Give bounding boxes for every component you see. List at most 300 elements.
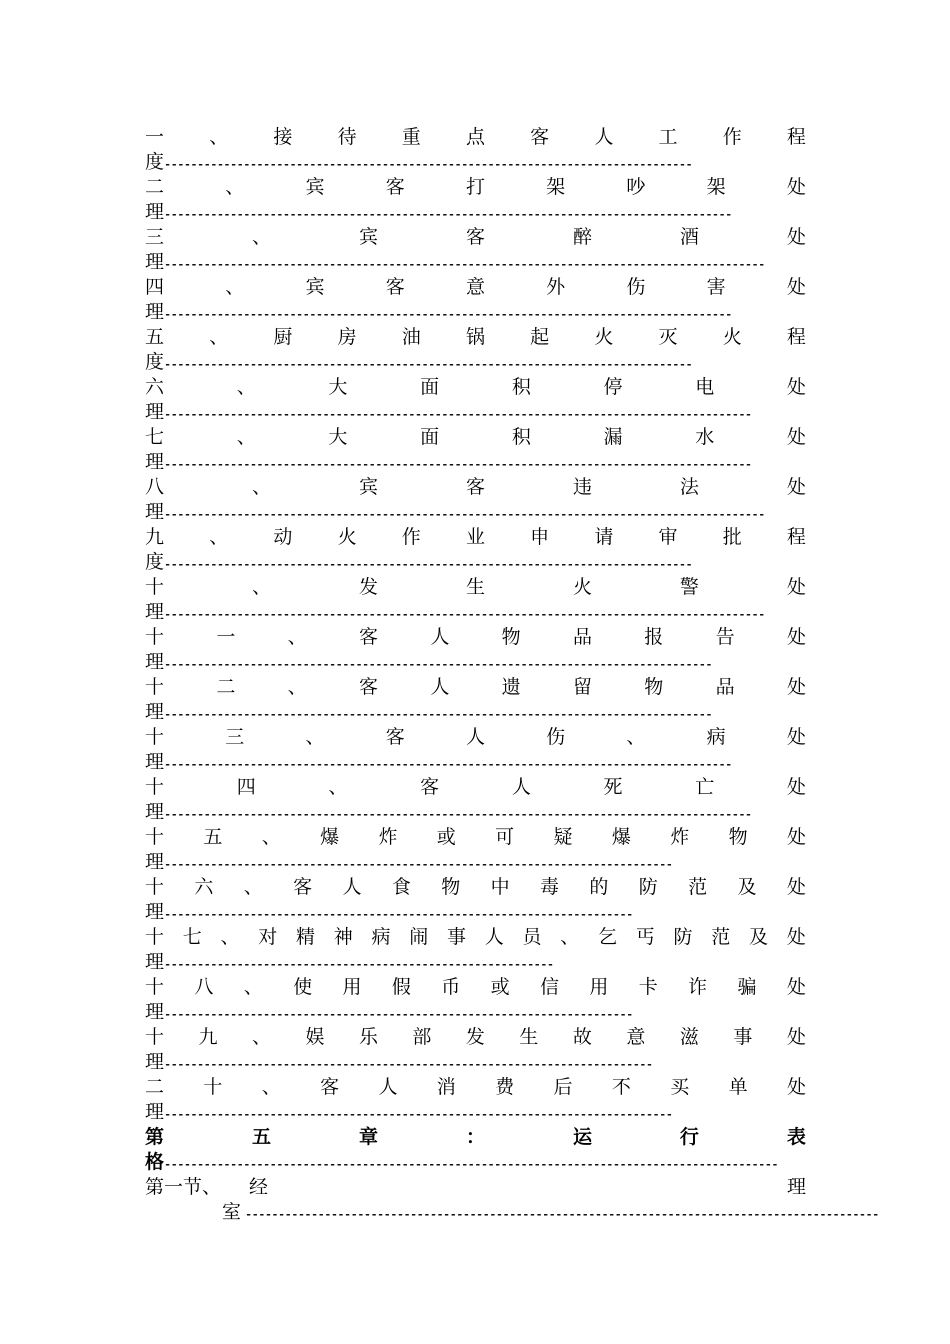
toc-entry[interactable] xyxy=(145,475,806,525)
title-char: 人 xyxy=(378,1076,398,1098)
section-label: 第一节、 xyxy=(145,1176,222,1198)
title-char: 违 xyxy=(572,476,592,498)
title-char: 酒 xyxy=(679,226,699,248)
entry-leader-line xyxy=(145,1100,806,1125)
title-char: ： xyxy=(465,1126,485,1148)
title-char: 审 xyxy=(658,526,678,548)
title-last-char: 理 xyxy=(145,201,165,223)
title-char: 二 xyxy=(145,1076,165,1098)
title-char: 十 xyxy=(145,926,165,948)
entry-title-line xyxy=(145,775,806,800)
entry-title-line xyxy=(145,1025,806,1050)
entry-leader-line xyxy=(145,700,806,725)
title-char: 停 xyxy=(603,376,623,398)
title-last-char: 理 xyxy=(145,1051,165,1073)
title-char: 动 xyxy=(273,526,293,548)
title-char: 物 xyxy=(728,826,748,848)
title-char: 、 xyxy=(261,826,281,848)
entry-leader-line xyxy=(145,800,806,825)
title-char: 外 xyxy=(546,276,566,298)
title-char: 客 xyxy=(358,626,378,648)
title-char: 处 xyxy=(786,876,806,898)
title-char: 处 xyxy=(786,576,806,598)
title-char: 十 xyxy=(145,576,165,598)
title-char: 处 xyxy=(786,826,806,848)
title-last-char: 格 xyxy=(145,1151,165,1173)
title-char: 发 xyxy=(465,1026,485,1048)
title-char: 警 xyxy=(679,576,699,598)
entry-leader-line xyxy=(145,150,806,175)
title-char: 客 xyxy=(320,1076,340,1098)
toc-entry[interactable] xyxy=(145,575,806,625)
title-char: 毒 xyxy=(540,876,560,898)
title-char: 程 xyxy=(786,326,806,348)
title-char: 、 xyxy=(287,626,307,648)
title-char: 乐 xyxy=(358,1026,378,1048)
toc-entry[interactable] xyxy=(145,175,806,225)
toc-entry[interactable] xyxy=(145,875,806,925)
title-char: 客 xyxy=(385,176,405,198)
title-char: 处 xyxy=(786,976,806,998)
entry-title-line xyxy=(145,475,806,500)
title-char: 人 xyxy=(594,126,614,148)
toc-entry[interactable] xyxy=(145,975,806,1025)
title-last-char: 理 xyxy=(145,751,165,773)
title-char: 处 xyxy=(786,176,806,198)
title-char: 锅 xyxy=(465,326,485,348)
title-last-char: 度 xyxy=(145,151,165,173)
entry-title-line xyxy=(145,525,806,550)
dot-leader: ----------------------------------------------------------------------------------------- xyxy=(164,808,752,822)
title-char: 、 xyxy=(251,226,271,248)
title-char: 骗 xyxy=(737,976,757,998)
title-char: 、 xyxy=(236,376,256,398)
title-char: 客 xyxy=(530,126,550,148)
entry-leader-line xyxy=(145,300,806,325)
entry-leader-line xyxy=(145,750,806,775)
title-char: 生 xyxy=(465,576,485,598)
title-char: 客 xyxy=(465,226,485,248)
title-char: 七 xyxy=(145,426,165,448)
toc-entry[interactable] xyxy=(145,775,806,825)
title-char: 炸 xyxy=(670,826,690,848)
title-char: 处 xyxy=(786,476,806,498)
title-char: 人 xyxy=(484,926,504,948)
title-char: 八 xyxy=(145,476,165,498)
title-char: 人 xyxy=(430,676,450,698)
title-char: 的 xyxy=(589,876,609,898)
title-char: 待 xyxy=(337,126,357,148)
title-char: 处 xyxy=(786,676,806,698)
title-char: 病 xyxy=(706,726,726,748)
title-char: 宾 xyxy=(305,176,325,198)
title-char: 亡 xyxy=(695,776,715,798)
title-char: 食 xyxy=(391,876,411,898)
title-char: 客 xyxy=(385,726,405,748)
title-char: 卡 xyxy=(638,976,658,998)
title-char: 炸 xyxy=(378,826,398,848)
title-char: 或 xyxy=(436,826,456,848)
toc-entry[interactable] xyxy=(145,925,806,975)
dot-leader: ----------------------------------------------------------------------------------- xyxy=(164,658,712,672)
title-char: 报 xyxy=(644,626,664,648)
title-char: 申 xyxy=(530,526,550,548)
entry-leader-line xyxy=(145,950,806,975)
entry-title-line xyxy=(145,225,806,250)
title-char: 宾 xyxy=(305,276,325,298)
title-char: 十 xyxy=(203,1076,223,1098)
entry-title-line xyxy=(145,1125,806,1150)
title-char: 人 xyxy=(430,626,450,648)
entry-leader-line xyxy=(145,250,806,275)
title-char: 、 xyxy=(251,476,271,498)
dot-leader: ------------------------------------------------------------------------------------------- xyxy=(164,608,765,622)
title-char: 理 xyxy=(786,1176,806,1198)
title-char: 架 xyxy=(546,176,566,198)
title-char: 防 xyxy=(673,926,693,948)
title-char: 发 xyxy=(358,576,378,598)
title-char: 油 xyxy=(401,326,421,348)
title-char: 诈 xyxy=(688,976,708,998)
title-last-char: 理 xyxy=(145,601,165,623)
title-char: 五 xyxy=(251,1126,271,1148)
title-char: 、 xyxy=(305,726,325,748)
title-char: 十 xyxy=(145,726,165,748)
title-char: 、 xyxy=(243,976,263,998)
title-char: 重 xyxy=(401,126,421,148)
title-char: 水 xyxy=(695,426,715,448)
title-char: 范 xyxy=(711,926,731,948)
title-char: 处 xyxy=(786,226,806,248)
title-char: 单 xyxy=(728,1076,748,1098)
entry-leader-line xyxy=(145,1200,879,1225)
title-char: 、 xyxy=(209,126,229,148)
title-char: 、 xyxy=(225,176,245,198)
dot-leader: -------------------------------------------------------------------------------------- xyxy=(164,758,732,772)
title-char: 厨 xyxy=(273,326,293,348)
title-char: 可 xyxy=(495,826,515,848)
entry-leader-line xyxy=(145,400,806,425)
title-char: 三 xyxy=(225,726,245,748)
title-char: 房 xyxy=(337,326,357,348)
title-char: 品 xyxy=(715,676,735,698)
title-char: 、 xyxy=(261,1076,281,1098)
title-last-char: 室 xyxy=(222,1201,242,1223)
title-char: 人 xyxy=(342,876,362,898)
entry-leader-line xyxy=(145,350,806,375)
title-char: 客 xyxy=(420,776,440,798)
title-char: 用 xyxy=(589,976,609,998)
dot-leader: ----------------------------------------------------------------------------- xyxy=(164,858,673,872)
entry-title-line xyxy=(145,875,806,900)
title-char: 物 xyxy=(441,876,461,898)
title-char: 费 xyxy=(495,1076,515,1098)
title-char: 九 xyxy=(198,1026,218,1048)
toc-entry[interactable] xyxy=(145,275,806,325)
title-char: 遗 xyxy=(501,676,521,698)
title-char: 爆 xyxy=(320,826,340,848)
title-char: 火 xyxy=(722,326,742,348)
title-char: 请 xyxy=(594,526,614,548)
dot-leader: ----------------------------------------------------------- xyxy=(164,958,554,972)
title-char: 运 xyxy=(572,1126,592,1148)
title-char: 吵 xyxy=(626,176,646,198)
title-char: 二 xyxy=(145,176,165,198)
toc-section[interactable] xyxy=(145,1175,879,1225)
entry-title-line xyxy=(145,575,806,600)
title-char: 意 xyxy=(626,1026,646,1048)
entry-title-line xyxy=(145,175,806,200)
title-char: 人 xyxy=(465,726,485,748)
title-char: 四 xyxy=(145,276,165,298)
title-char: 生 xyxy=(519,1026,539,1048)
title-char: 死 xyxy=(603,776,623,798)
entry-leader-line xyxy=(145,1000,806,1025)
title-char: 九 xyxy=(145,526,165,548)
entry-leader-line xyxy=(145,450,806,475)
title-char: 假 xyxy=(391,976,411,998)
toc-entry[interactable] xyxy=(145,125,806,175)
dot-leader: -------------------------------------------------------------------------------------- xyxy=(164,208,732,222)
entry-title-line xyxy=(145,275,806,300)
entry-leader-line xyxy=(145,1150,806,1175)
title-char: 处 xyxy=(786,276,806,298)
title-last-char: 度 xyxy=(145,351,165,373)
entry-title-line xyxy=(145,1175,806,1200)
title-char: 、 xyxy=(209,326,229,348)
title-char: 中 xyxy=(490,876,510,898)
title-char: 处 xyxy=(786,1076,806,1098)
dot-leader: ----------------------------------------------------------------------------------------- xyxy=(164,408,752,422)
title-char: 行 xyxy=(679,1126,699,1148)
entry-title-line xyxy=(145,125,806,150)
title-char: 十 xyxy=(145,826,165,848)
entry-leader-line xyxy=(145,600,806,625)
dot-leader: ----------------------------------------------------------------------------------- xyxy=(164,708,712,722)
title-last-char: 理 xyxy=(145,401,165,423)
dot-leader: ------------------------------------------------------------------------------------------- xyxy=(164,508,765,522)
title-char: 人 xyxy=(511,776,531,798)
dot-leader: -------------------------------------------------------------------------------- xyxy=(164,158,693,172)
toc-entry[interactable] xyxy=(145,675,806,725)
entry-title-line xyxy=(145,825,806,850)
dot-leader: ----------------------------------------------------------------------- xyxy=(164,908,633,922)
title-char: 批 xyxy=(722,526,742,548)
title-char: 灭 xyxy=(658,326,678,348)
title-char: 、 xyxy=(220,926,240,948)
title-char: 部 xyxy=(412,1026,432,1048)
toc-entry[interactable] xyxy=(145,325,806,375)
dot-leader: ----------------------------------------------------------------------------- xyxy=(164,1108,673,1122)
title-last-char: 理 xyxy=(145,901,165,923)
title-char: 十 xyxy=(145,876,165,898)
title-char: 用 xyxy=(342,976,362,998)
toc-entry[interactable] xyxy=(145,525,806,575)
title-char: 、 xyxy=(225,276,245,298)
title-char: 程 xyxy=(786,526,806,548)
title-char: 十 xyxy=(145,676,165,698)
title-char: 打 xyxy=(465,176,485,198)
toc-entry[interactable] xyxy=(145,825,806,875)
title-char: 意 xyxy=(465,276,485,298)
title-char: 处 xyxy=(786,426,806,448)
title-last-char: 理 xyxy=(145,701,165,723)
title-char: 经 xyxy=(249,1176,269,1198)
title-char: 十 xyxy=(145,626,165,648)
title-last-char: 理 xyxy=(145,501,165,523)
title-char: 处 xyxy=(786,726,806,748)
title-char: 伤 xyxy=(546,726,566,748)
title-char: 疑 xyxy=(553,826,573,848)
title-char: 十 xyxy=(145,776,165,798)
title-last-char: 理 xyxy=(145,1001,165,1023)
title-char: 客 xyxy=(293,876,313,898)
title-char: 、 xyxy=(209,526,229,548)
title-char: 六 xyxy=(145,376,165,398)
title-char: 告 xyxy=(715,626,735,648)
dot-leader: ------------------------------------------------------------------------------------------- xyxy=(164,258,765,272)
title-char: 信 xyxy=(540,976,560,998)
title-char: 六 xyxy=(194,876,214,898)
title-last-char: 理 xyxy=(145,851,165,873)
title-char: 四 xyxy=(236,776,256,798)
title-last-char: 理 xyxy=(145,951,165,973)
toc-entry[interactable] xyxy=(145,625,806,675)
title-char: 、 xyxy=(236,426,256,448)
title-char: 电 xyxy=(695,376,715,398)
entry-leader-line xyxy=(145,650,806,675)
title-char: 神 xyxy=(333,926,353,948)
dot-leader: ----------------------------------------------------------------------- xyxy=(164,1008,633,1022)
title-last-char: 理 xyxy=(145,451,165,473)
title-char: 使 xyxy=(293,976,313,998)
dot-leader: -------------------------------------------------------------------------- xyxy=(164,1058,653,1072)
title-char: 八 xyxy=(194,976,214,998)
title-char: 工 xyxy=(658,126,678,148)
title-char: 十 xyxy=(145,976,165,998)
title-char: 精 xyxy=(296,926,316,948)
title-last-char: 理 xyxy=(145,301,165,323)
title-last-char: 理 xyxy=(145,251,165,273)
title-char: 五 xyxy=(145,326,165,348)
title-char: 七 xyxy=(182,926,202,948)
title-char: 二 xyxy=(216,676,236,698)
title-char: 员 xyxy=(522,926,542,948)
dot-leader: -------------------------------------------------------------------------------- xyxy=(164,358,693,372)
title-char: 第 xyxy=(145,1126,165,1148)
entry-leader-line xyxy=(145,500,806,525)
entry-title-line xyxy=(145,725,806,750)
title-char: 闹 xyxy=(409,926,429,948)
entry-title-line xyxy=(145,375,806,400)
title-char: 伤 xyxy=(626,276,646,298)
toc-entry[interactable] xyxy=(145,225,806,275)
entry-leader-line xyxy=(145,1050,806,1075)
title-char: 害 xyxy=(706,276,726,298)
toc-entry[interactable] xyxy=(145,425,806,475)
title-char: 面 xyxy=(420,376,440,398)
title-char: 、 xyxy=(251,1026,271,1048)
title-char: 作 xyxy=(401,526,421,548)
title-char: 点 xyxy=(465,126,485,148)
title-char: 、 xyxy=(560,926,580,948)
title-char: 火 xyxy=(337,526,357,548)
title-char: 币 xyxy=(441,976,461,998)
title-char: 积 xyxy=(511,426,531,448)
entry-leader-line xyxy=(145,200,806,225)
title-char: 处 xyxy=(786,376,806,398)
title-char: 故 xyxy=(572,1026,592,1048)
dot-leader: --------------------------------------------------------------------------------------------- xyxy=(164,1158,778,1172)
title-char: 丐 xyxy=(635,926,655,948)
title-char: 物 xyxy=(501,626,521,648)
title-char: 娱 xyxy=(305,1026,325,1048)
title-char: 留 xyxy=(572,676,592,698)
title-char: 处 xyxy=(786,626,806,648)
entry-title-line xyxy=(145,975,806,1000)
toc-entry[interactable] xyxy=(145,1075,806,1125)
title-char: 章 xyxy=(358,1126,378,1148)
toc-entry[interactable] xyxy=(145,725,806,775)
title-char: 不 xyxy=(611,1076,631,1098)
title-char: 五 xyxy=(203,826,223,848)
title-char: 消 xyxy=(436,1076,456,1098)
title-char: 爆 xyxy=(611,826,631,848)
title-char: 客 xyxy=(465,476,485,498)
title-char: 处 xyxy=(786,926,806,948)
title-char: 火 xyxy=(572,576,592,598)
title-char: 、 xyxy=(251,576,271,598)
title-char: 、 xyxy=(328,776,348,798)
title-char: 十 xyxy=(145,1026,165,1048)
title-char: 业 xyxy=(465,526,485,548)
entry-leader-line xyxy=(145,850,806,875)
toc-entry[interactable] xyxy=(145,1025,806,1075)
title-char: 三 xyxy=(145,226,165,248)
title-char: 接 xyxy=(273,126,293,148)
table-of-contents xyxy=(145,125,879,1225)
entry-title-line xyxy=(145,925,806,950)
title-char: 物 xyxy=(644,676,664,698)
title-char: 大 xyxy=(328,376,348,398)
dot-leader: ------------------------------------------------------------------------------------------------ xyxy=(245,1208,879,1222)
title-char: 、 xyxy=(287,676,307,698)
dot-leader: -------------------------------------------------------------------------------------- xyxy=(164,308,732,322)
entry-title-line xyxy=(145,325,806,350)
dot-leader: -------------------------------------------------------------------------------- xyxy=(164,558,693,572)
title-char: 起 xyxy=(530,326,550,348)
title-char: 防 xyxy=(638,876,658,898)
entry-title-line xyxy=(145,625,806,650)
title-char: 品 xyxy=(572,626,592,648)
title-char: 一 xyxy=(145,126,165,148)
title-char: 、 xyxy=(626,726,646,748)
toc-chapter[interactable] xyxy=(145,1125,806,1175)
title-char: 处 xyxy=(786,1026,806,1048)
title-char: 大 xyxy=(328,426,348,448)
title-char: 客 xyxy=(385,276,405,298)
entry-title-line xyxy=(145,1075,806,1100)
title-char: 程 xyxy=(786,126,806,148)
title-char: 或 xyxy=(490,976,510,998)
title-char: 病 xyxy=(371,926,391,948)
title-char: 事 xyxy=(447,926,467,948)
title-last-char: 度 xyxy=(145,551,165,573)
toc-entry[interactable] xyxy=(145,375,806,425)
title-char: 客 xyxy=(358,676,378,698)
title-char: 架 xyxy=(706,176,726,198)
title-char: 及 xyxy=(749,926,769,948)
